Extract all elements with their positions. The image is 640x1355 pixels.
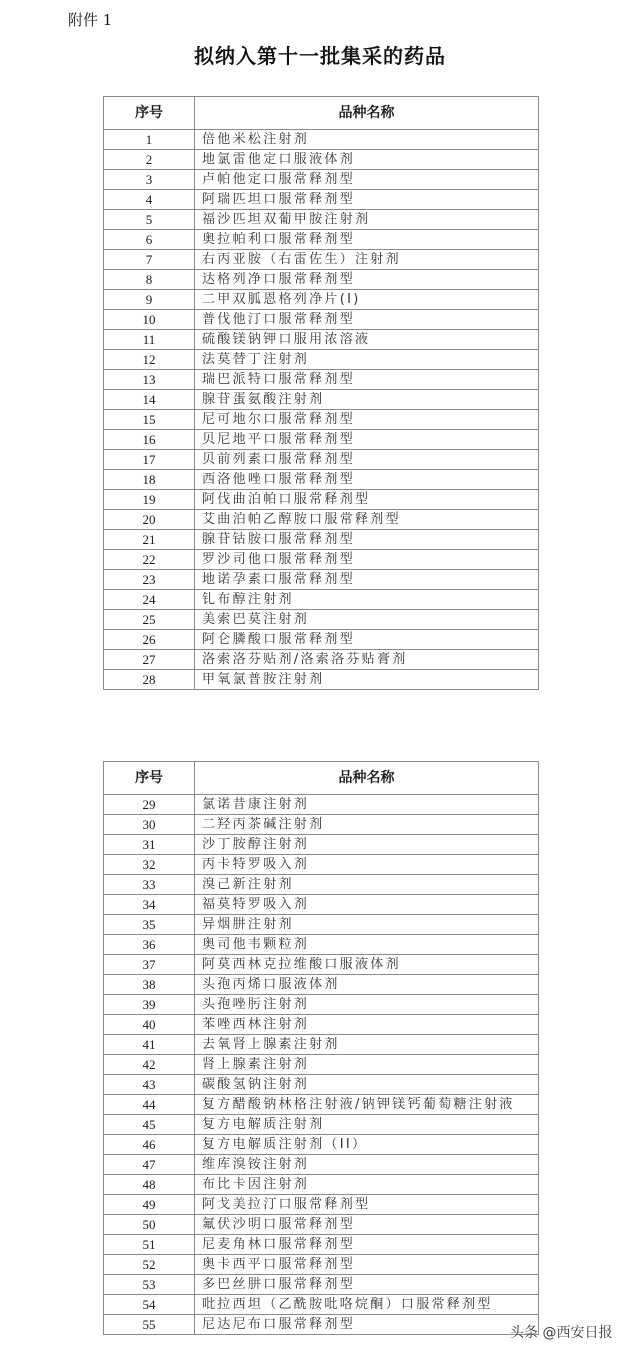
- table-row: [104, 390, 539, 410]
- table-row: [104, 935, 539, 955]
- row-index: 46: [104, 1135, 195, 1155]
- column-header-name: 品种名称: [195, 762, 539, 795]
- row-index: 11: [104, 330, 195, 350]
- drug-name: 美索巴莫注射剂: [195, 610, 539, 630]
- row-index: 18: [104, 470, 195, 490]
- row-index: 31: [104, 835, 195, 855]
- table-row: [104, 430, 539, 450]
- drug-name: 腺苷蛋氨酸注射剂: [195, 390, 539, 410]
- drug-name: 地诺孕素口服常释剂型: [195, 570, 539, 590]
- table-row: [104, 590, 539, 610]
- table-row: [104, 270, 539, 290]
- row-index: 1: [104, 130, 195, 150]
- table-row: [104, 310, 539, 330]
- row-index: 23: [104, 570, 195, 590]
- drug-name: 头孢丙烯口服液体剂: [195, 975, 539, 995]
- table-row: [104, 1015, 539, 1035]
- row-index: 54: [104, 1295, 195, 1315]
- table-row: [104, 1215, 539, 1235]
- drug-name: 达格列净口服常释剂型: [195, 270, 539, 290]
- drug-name: 溴己新注射剂: [195, 875, 539, 895]
- table-row: [104, 1235, 539, 1255]
- row-index: 52: [104, 1255, 195, 1275]
- row-index: 7: [104, 250, 195, 270]
- table-row: [104, 610, 539, 630]
- drug-name: 瑞巴派特口服常释剂型: [195, 370, 539, 390]
- column-header-index: 序号: [104, 762, 195, 795]
- drug-name: 复方电解质注射剂: [195, 1115, 539, 1135]
- drug-name: 沙丁胺醇注射剂: [195, 835, 539, 855]
- table-body: [104, 795, 539, 1335]
- table-row: [104, 350, 539, 370]
- row-index: 24: [104, 590, 195, 610]
- table-row: [104, 915, 539, 935]
- table-row: [104, 150, 539, 170]
- column-header-index: 序号: [104, 97, 195, 130]
- table-row: [104, 1255, 539, 1275]
- drug-name: 二甲双胍恩格列净片(I): [195, 290, 539, 310]
- table-row: [104, 370, 539, 390]
- document-title: 拟纳入第十一批集采的药品: [194, 44, 446, 68]
- row-index: 30: [104, 815, 195, 835]
- row-index: 17: [104, 450, 195, 470]
- table-row: [104, 1315, 539, 1335]
- row-index: 27: [104, 650, 195, 670]
- table-row: [104, 490, 539, 510]
- drug-name: 尼达尼布口服常释剂型: [195, 1315, 539, 1335]
- table-row: [104, 190, 539, 210]
- drug-name: 阿莫西林克拉维酸口服液体剂: [195, 955, 539, 975]
- table-row: [104, 835, 539, 855]
- column-header-name: 品种名称: [195, 97, 539, 130]
- table-row: [104, 630, 539, 650]
- row-index: 12: [104, 350, 195, 370]
- table-row: [104, 1055, 539, 1075]
- table-row: [104, 290, 539, 310]
- table-header-row: [104, 97, 539, 130]
- drug-name: 肾上腺素注射剂: [195, 1055, 539, 1075]
- drug-name: 布比卡因注射剂: [195, 1175, 539, 1195]
- table-row: [104, 670, 539, 690]
- drug-name: 艾曲泊帕乙醇胺口服常释剂型: [195, 510, 539, 530]
- row-index: 3: [104, 170, 195, 190]
- drug-table-1: [103, 96, 539, 690]
- row-index: 37: [104, 955, 195, 975]
- drug-name: 多巴丝肼口服常释剂型: [195, 1275, 539, 1295]
- table-row: [104, 550, 539, 570]
- drug-name: 奥拉帕利口服常释剂型: [195, 230, 539, 250]
- table-row: [104, 330, 539, 350]
- row-index: 8: [104, 270, 195, 290]
- table-row: [104, 795, 539, 815]
- row-index: 43: [104, 1075, 195, 1095]
- row-index: 28: [104, 670, 195, 690]
- row-index: 19: [104, 490, 195, 510]
- drug-name: 阿戈美拉汀口服常释剂型: [195, 1195, 539, 1215]
- table-row: [104, 895, 539, 915]
- row-index: 48: [104, 1175, 195, 1195]
- row-index: 20: [104, 510, 195, 530]
- row-index: 16: [104, 430, 195, 450]
- table-header-row: [104, 762, 539, 795]
- row-index: 14: [104, 390, 195, 410]
- table-row: [104, 410, 539, 430]
- row-index: 25: [104, 610, 195, 630]
- table-row: [104, 1195, 539, 1215]
- drug-name: 氯诺昔康注射剂: [195, 795, 539, 815]
- drug-name: 头孢唑肟注射剂: [195, 995, 539, 1015]
- drug-name: 贝前列素口服常释剂型: [195, 450, 539, 470]
- drug-name: 洛索洛芬贴剂/洛索洛芬贴膏剂: [195, 650, 539, 670]
- table-body: [104, 130, 539, 690]
- drug-name: 碳酸氢钠注射剂: [195, 1075, 539, 1095]
- row-index: 9: [104, 290, 195, 310]
- drug-name: 硫酸镁钠钾口服用浓溶液: [195, 330, 539, 350]
- drug-name: 地氯雷他定口服液体剂: [195, 150, 539, 170]
- drug-name: 异烟肼注射剂: [195, 915, 539, 935]
- row-index: 15: [104, 410, 195, 430]
- drug-name: 福莫特罗吸入剂: [195, 895, 539, 915]
- table-row: [104, 855, 539, 875]
- row-index: 40: [104, 1015, 195, 1035]
- drug-name: 普伐他汀口服常释剂型: [195, 310, 539, 330]
- drug-name: 腺苷钴胺口服常释剂型: [195, 530, 539, 550]
- table-row: [104, 1155, 539, 1175]
- table-row: [104, 975, 539, 995]
- drug-name: 二羟丙茶碱注射剂: [195, 815, 539, 835]
- row-index: 10: [104, 310, 195, 330]
- table-row: [104, 1275, 539, 1295]
- row-index: 21: [104, 530, 195, 550]
- row-index: 53: [104, 1275, 195, 1295]
- row-index: 32: [104, 855, 195, 875]
- row-index: 5: [104, 210, 195, 230]
- table-row: [104, 815, 539, 835]
- drug-name: 去氧肾上腺素注射剂: [195, 1035, 539, 1055]
- row-index: 35: [104, 915, 195, 935]
- drug-name: 福沙匹坦双葡甲胺注射剂: [195, 210, 539, 230]
- table-row: [104, 650, 539, 670]
- row-index: 41: [104, 1035, 195, 1055]
- drug-name: 尼可地尔口服常释剂型: [195, 410, 539, 430]
- table-row: [104, 1135, 539, 1155]
- row-index: 44: [104, 1095, 195, 1115]
- row-index: 22: [104, 550, 195, 570]
- table-row: [104, 1175, 539, 1195]
- drug-name: 奥卡西平口服常释剂型: [195, 1255, 539, 1275]
- drug-name: 苯唑西林注射剂: [195, 1015, 539, 1035]
- drug-name: 钆布醇注射剂: [195, 590, 539, 610]
- drug-name: 倍他米松注射剂: [195, 130, 539, 150]
- row-index: 42: [104, 1055, 195, 1075]
- row-index: 36: [104, 935, 195, 955]
- drug-name: 阿仑膦酸口服常释剂型: [195, 630, 539, 650]
- table-row: [104, 210, 539, 230]
- row-index: 26: [104, 630, 195, 650]
- drug-name: 右丙亚胺（右雷佐生）注射剂: [195, 250, 539, 270]
- row-index: 33: [104, 875, 195, 895]
- drug-name: 丙卡特罗吸入剂: [195, 855, 539, 875]
- drug-name: 吡拉西坦（乙酰胺吡咯烷酮）口服常释剂型: [195, 1295, 539, 1315]
- table-row: [104, 875, 539, 895]
- table-row: [104, 570, 539, 590]
- table-row: [104, 1095, 539, 1115]
- table-row: [104, 170, 539, 190]
- source-watermark: 头条 @西安日报: [510, 1325, 613, 1341]
- table-row: [104, 250, 539, 270]
- row-index: 49: [104, 1195, 195, 1215]
- row-index: 39: [104, 995, 195, 1015]
- row-index: 45: [104, 1115, 195, 1135]
- table-row: [104, 530, 539, 550]
- drug-name: 复方电解质注射剂（II）: [195, 1135, 539, 1155]
- attachment-label: 附件 1: [68, 11, 113, 29]
- drug-name: 尼麦角林口服常释剂型: [195, 1235, 539, 1255]
- drug-name: 法莫替丁注射剂: [195, 350, 539, 370]
- table-row: [104, 470, 539, 490]
- table-row: [104, 450, 539, 470]
- drug-name: 氟伏沙明口服常释剂型: [195, 1215, 539, 1235]
- drug-name: 阿伐曲泊帕口服常释剂型: [195, 490, 539, 510]
- table-row: [104, 995, 539, 1015]
- table-row: [104, 955, 539, 975]
- row-index: 6: [104, 230, 195, 250]
- drug-name: 卢帕他定口服常释剂型: [195, 170, 539, 190]
- row-index: 38: [104, 975, 195, 995]
- row-index: 55: [104, 1315, 195, 1335]
- drug-name: 贝尼地平口服常释剂型: [195, 430, 539, 450]
- drug-name: 复方醋酸钠林格注射液/钠钾镁钙葡萄糖注射液: [195, 1095, 539, 1115]
- row-index: 13: [104, 370, 195, 390]
- drug-name: 奥司他韦颗粒剂: [195, 935, 539, 955]
- drug-name: 阿瑞匹坦口服常释剂型: [195, 190, 539, 210]
- table-row: [104, 1115, 539, 1135]
- drug-name: 甲氧氯普胺注射剂: [195, 670, 539, 690]
- drug-name: 维库溴铵注射剂: [195, 1155, 539, 1175]
- table-row: [104, 1295, 539, 1315]
- table-row: [104, 130, 539, 150]
- row-index: 2: [104, 150, 195, 170]
- row-index: 34: [104, 895, 195, 915]
- row-index: 50: [104, 1215, 195, 1235]
- drug-name: 罗沙司他口服常释剂型: [195, 550, 539, 570]
- table-row: [104, 230, 539, 250]
- table-row: [104, 510, 539, 530]
- row-index: 47: [104, 1155, 195, 1175]
- table-row: [104, 1035, 539, 1055]
- row-index: 29: [104, 795, 195, 815]
- row-index: 4: [104, 190, 195, 210]
- drug-name: 西洛他唑口服常释剂型: [195, 470, 539, 490]
- row-index: 51: [104, 1235, 195, 1255]
- drug-table-2: [103, 761, 539, 1335]
- table-row: [104, 1075, 539, 1095]
